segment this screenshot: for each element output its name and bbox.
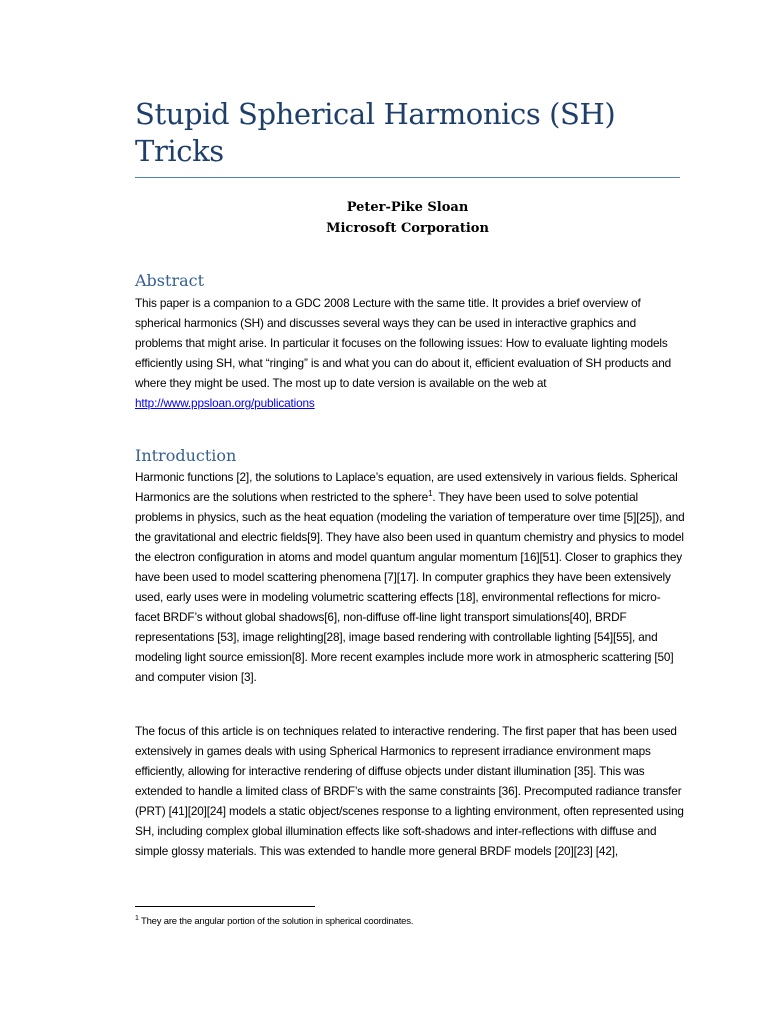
abstract-heading: Abstract	[135, 271, 205, 290]
publications-link[interactable]: http://www.ppsloan.org/publications	[135, 396, 315, 410]
author-affiliation: Microsoft Corporation	[326, 221, 489, 236]
footnote-text: They are the angular portion of the solution in spherical coordinates.	[138, 916, 414, 927]
abstract-paragraph	[135, 293, 685, 413]
footnote-reference[interactable]: 1	[428, 489, 433, 499]
intro-p1-text-after-note: . They have been used to solve potential problems in physics, such as the heat equation (modeling the variation of temperature over time [5][25]), and the gravitational and electric fields[9]. They have also been used in quantum chemistry and physics to model the electron configuration in atoms and model quantum angular momentum [16][51]. Closer to graphics they have been used to model scattering phenomena [7][17]. In computer graphics they have been extensively used, early uses were in modeling volumetric scattering effects [18], environmental reflections for micro-facet BRDF’s without global shadows[6], non-diffuse off-line light transport simulations[40], BRDF representations [53], image relighting[28], image based rendering with controllable lighting [54][55], and modeling light source emission[8]. More recent examples include more work in atmospheric scattering [50] and computer vision [3].	[135, 490, 685, 684]
paper-title-line-2: Tricks	[135, 134, 224, 168]
abstract-text: This paper is a companion to a GDC 2008 Lecture with the same title. It provides a brief overview of spherical harmonics (SH) and discusses several ways they can be used in interactive graphics and problems that might arise. In particular it focuses on the following issues: How to evaluate lighting models efficiently using SH, what “ringing” is and what you can do about it, efficient evaluation of SH products and where they might be used. The most up to date version is available on the web at	[135, 296, 672, 390]
introduction-paragraph-2: The focus of this article is on techniques related to interactive rendering. The first paper that has been used extensively in games deals with using Spherical Harmonics to represent irradiance environment maps efficiently, allowing for interactive rendering of diffuse objects under distant illumination [35]. This was extended to handle a limited class of BRDF’s with the same constraints [36]. Precomputed radiance transfer (PRT) [41][20][24] models a static object/scenes response to a lighting environment, often represented using SH, including complex global illumination effects like soft-shadows and inter-reflections with diffuse and simple glossy materials. This was extended to handle more general BRDF models [20][23] [42],	[135, 724, 684, 858]
title-divider	[135, 177, 680, 178]
footnote-mark: 1	[135, 914, 139, 922]
footnote-divider	[135, 906, 315, 907]
footnote	[135, 915, 685, 929]
paper-title-line-1: Stupid Spherical Harmonics (SH)	[135, 97, 616, 131]
paper-title	[135, 96, 680, 170]
intro-p1-text-before-note: Harmonic functions [2], the solutions to Laplace’s equation, are used extensively in various fields. Spherical Harmonics are the solutions when restricted to the sphere	[135, 470, 678, 504]
introduction-paragraph-1	[135, 467, 685, 687]
introduction-heading: Introduction	[135, 446, 237, 465]
author-name: Peter-Pike Sloan	[346, 200, 469, 215]
